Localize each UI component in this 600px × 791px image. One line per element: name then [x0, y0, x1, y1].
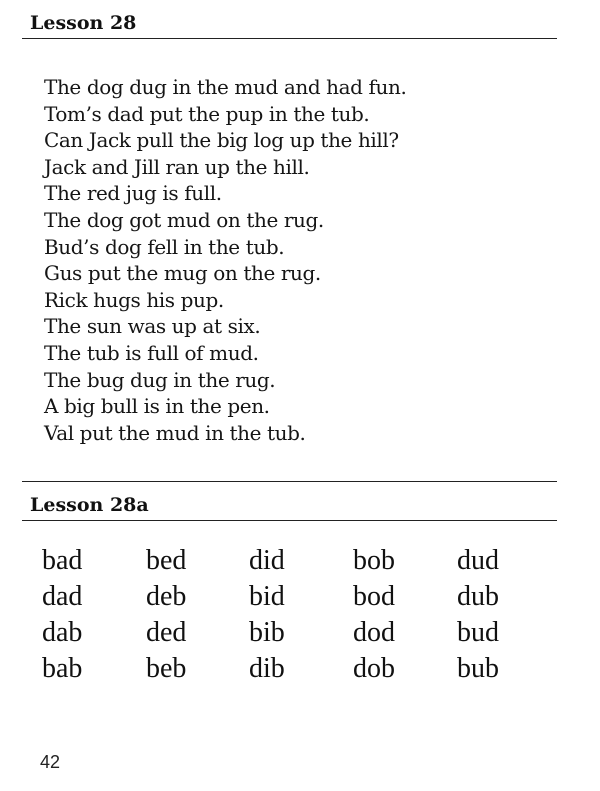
word: bud	[457, 617, 499, 648]
word: dob	[353, 653, 395, 684]
word: dab	[42, 617, 83, 648]
sentence: The dog dug in the mud and had fun.	[44, 75, 407, 99]
word: bod	[353, 581, 395, 612]
lesson-28a-heading-rule	[22, 520, 557, 521]
word: dub	[457, 581, 499, 612]
sentence: Rick hugs his pup.	[44, 287, 224, 312]
word: deb	[146, 581, 187, 612]
word: dud	[457, 545, 499, 576]
lesson-28a-word-grid	[42, 543, 537, 687]
section-divider-rule	[22, 481, 557, 482]
sentence: The dog got mud on the rug.	[44, 207, 324, 232]
sentence: Jack and Jill ran up the hill.	[44, 154, 310, 179]
word: dib	[249, 653, 285, 684]
word: dod	[353, 617, 395, 648]
word: ded	[146, 617, 187, 648]
page-number: 42	[40, 752, 61, 772]
sentence: The tub is full of mud.	[44, 340, 259, 365]
lesson-28-sentence-list	[44, 74, 406, 446]
sentence: The red jug is full.	[44, 181, 222, 206]
sentence: A big bull is in the pen.	[44, 394, 270, 419]
sentence: Bud’s dog fell in the tub.	[44, 234, 285, 259]
word: dad	[42, 581, 83, 612]
sentence: Val put the mud in the tub.	[44, 420, 306, 445]
word: bib	[249, 617, 285, 648]
sentence: Gus put the mug on the rug.	[44, 261, 321, 286]
word: did	[249, 545, 285, 576]
word: bed	[146, 545, 187, 576]
word: beb	[146, 653, 187, 684]
word: bid	[249, 581, 285, 612]
word: bab	[42, 653, 83, 684]
lesson-28-heading-rule	[22, 38, 557, 39]
sentence: The bug dug in the rug.	[44, 367, 276, 392]
sentence: The sun was up at six.	[44, 314, 261, 339]
word: bob	[353, 545, 395, 576]
sentence: Can Jack pull the big log up the hill?	[44, 128, 399, 153]
word: bad	[42, 545, 83, 576]
word: bub	[457, 653, 499, 684]
sentence: Tom’s dad put the pup in the tub.	[44, 101, 370, 126]
lesson-28-heading: Lesson 28	[30, 12, 137, 34]
lesson-28a-heading: Lesson 28a	[30, 494, 149, 516]
